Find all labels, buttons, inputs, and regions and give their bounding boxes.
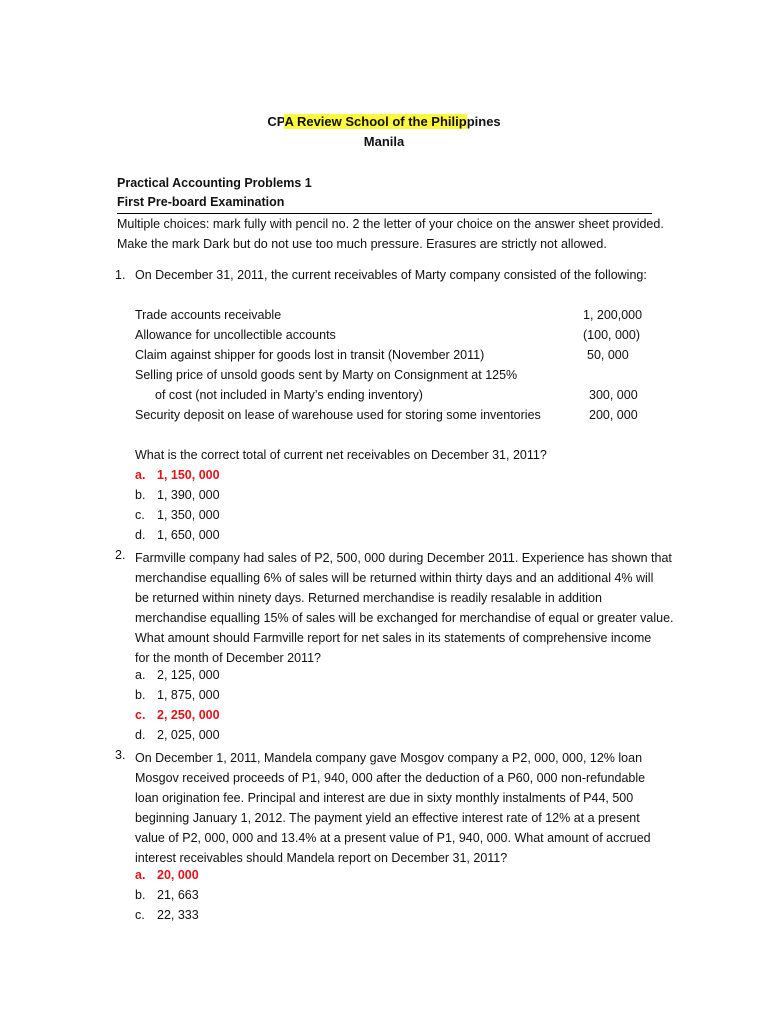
question-number: 1. <box>115 268 126 282</box>
stem-line: Mosgov received proceeds of P1, 940, 000 after the deduction of a P60, 000 non-refundable <box>135 771 646 785</box>
choice-letter: b. <box>135 488 146 502</box>
header-rule <box>117 213 652 214</box>
table-row-value: 1, 200,000 <box>583 308 643 322</box>
answer-choice <box>135 488 220 502</box>
answer-choice <box>135 688 220 702</box>
choice-letter: d. <box>135 728 146 742</box>
choice-text: 1, 390, 000 <box>157 488 220 502</box>
table-row-value: (100, 000) <box>583 328 640 342</box>
choice-text: 21, 663 <box>157 888 199 902</box>
choice-text: 1, 650, 000 <box>157 528 220 542</box>
table-row-value: 200, 000 <box>589 408 638 422</box>
choice-text: 1, 875, 000 <box>157 688 220 702</box>
stem-line: On December 1, 2011, Mandela company gave Mosgov company a P2, 000, 000, 12% loan <box>135 751 643 765</box>
answer-choice-correct <box>135 868 199 882</box>
choice-text: 22, 333 <box>157 908 199 922</box>
answer-choice <box>135 728 220 742</box>
choice-text: 2, 125, 000 <box>157 668 220 682</box>
question-stem: On December 31, 2011, the current receivables of Marty company consisted of the following: <box>135 268 647 282</box>
question-number: 2. <box>115 548 126 562</box>
table-row-label: Selling price of unsold goods sent by Marty on Consignment at 125% <box>135 368 518 382</box>
title-part: pines <box>466 114 501 129</box>
choice-letter: a. <box>135 668 146 682</box>
choice-text: 1, 150, 000 <box>157 468 220 482</box>
choice-letter: a. <box>135 468 146 482</box>
choice-letter: c. <box>135 708 146 722</box>
choice-letter: c. <box>135 508 145 522</box>
choice-letter: d. <box>135 528 146 542</box>
stem-line: interest receivables should Mandela report on December 31, 2011? <box>135 851 508 865</box>
stem-line: be returned within ninety days. Returned merchandise is readily resalable in addition <box>135 591 602 605</box>
table-row-label: of cost (not included in Marty’s ending inventory) <box>155 388 423 402</box>
school-location: Manila <box>363 134 405 149</box>
instructions-line: Make the mark Dark but do not use too much pressure. Erasures are strictly not allowed. <box>117 237 607 251</box>
choice-text: 20, 000 <box>157 868 199 882</box>
table-row-value: 300, 000 <box>589 388 638 402</box>
stem-line: loan origination fee. Principal and interest are due in sixty monthly instalments of P44, 500 <box>135 791 634 805</box>
choice-letter: a. <box>135 868 146 882</box>
table-row-label: Allowance for uncollectible accounts <box>135 328 336 342</box>
stem-line: merchandise equalling 6% of sales will be returned within thirty days and an additional 4% will <box>135 571 654 585</box>
stem-line: for the month of December 2011? <box>135 651 321 665</box>
choice-text: 1, 350, 000 <box>157 508 220 522</box>
stem-line: What amount should Farmville report for net sales in its statements of comprehensive income <box>135 631 652 645</box>
choice-text: 2, 250, 000 <box>157 708 220 722</box>
title-part: CP <box>267 114 285 129</box>
answer-choice <box>135 888 199 902</box>
answer-choice <box>135 528 220 542</box>
exam-subject: Practical Accounting Problems 1 <box>117 176 312 190</box>
table-row-label: Claim against shipper for goods lost in transit (November 2011) <box>135 348 485 362</box>
title-highlighted: A Review School of the Philip <box>284 114 467 129</box>
choice-letter: c. <box>135 908 145 922</box>
answer-choice-correct <box>135 708 220 722</box>
stem-line: Farmville company had sales of P2, 500, 000 during December 2011. Experience has shown that <box>135 551 672 565</box>
choice-text: 2, 025, 000 <box>157 728 220 742</box>
table-row-label: Security deposit on lease of warehouse used for storing some inventories <box>135 408 541 422</box>
question-stem <box>135 748 695 868</box>
question-stem <box>135 548 695 668</box>
answer-choice <box>135 508 220 522</box>
exam-type: First Pre-board Examination <box>117 195 285 209</box>
choice-letter: b. <box>135 688 146 702</box>
stem-line: value of P2, 000, 000 and 13.4% at a present value of P1, 940, 000. What amount of accrued <box>135 831 651 845</box>
question-number: 3. <box>115 748 126 762</box>
stem-line: beginning January 1, 2012. The payment yield an effective interest rate of 12% at a present <box>135 811 640 825</box>
table-row-value: 50, 000 <box>587 348 629 362</box>
answer-choice <box>135 668 220 682</box>
table-row-label: Trade accounts receivable <box>135 308 282 322</box>
answer-choice-correct <box>135 468 220 482</box>
instructions-line: Multiple choices: mark fully with pencil no. 2 the letter of your choice on the answer sheet provided. <box>117 217 664 231</box>
answer-choice <box>135 908 199 922</box>
stem-line: merchandise equalling 15% of sales will be exchanged for merchandise of equal or greater value. <box>135 611 674 625</box>
choice-letter: b. <box>135 888 146 902</box>
school-title <box>0 114 768 129</box>
question-prompt: What is the correct total of current net receivables on December 31, 2011? <box>135 448 547 462</box>
